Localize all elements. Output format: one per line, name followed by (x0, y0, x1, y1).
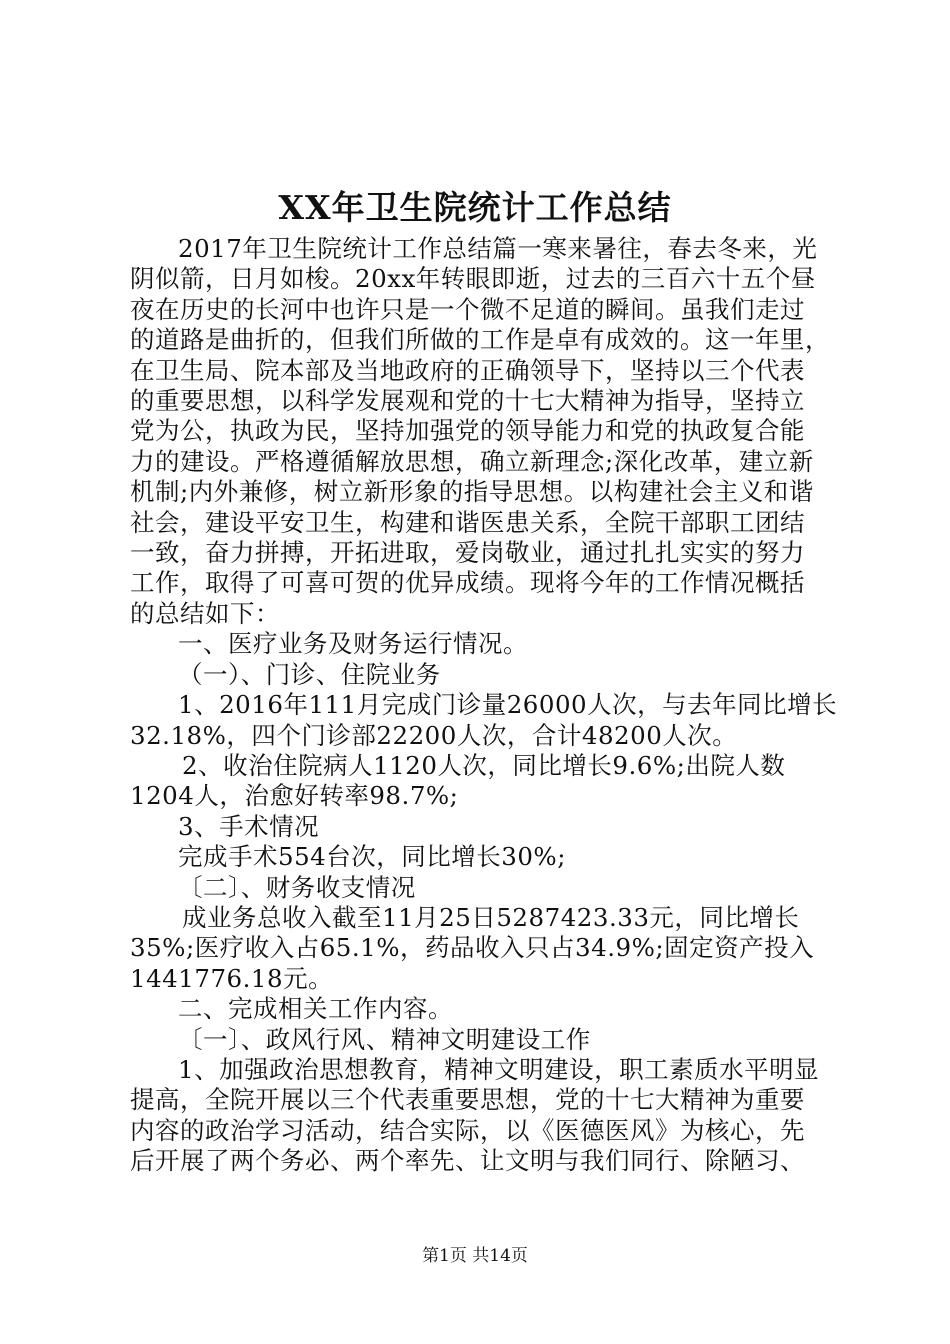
subsection-heading: （一）、门诊、住院业务 (178, 659, 441, 689)
body-line: 力的建设。严格遵循解放思想，确立新理念;深化改革，建立新 (130, 446, 814, 476)
document-title: XX年卫生院统计工作总结 (278, 188, 672, 227)
body-line: 机制;内外兼修，树立新形象的指导思想。以构建社会主义和谐 (130, 477, 814, 507)
body-line: 夜在历史的长河中也许只是一个微不足道的瞬间。虽我们走过 (130, 294, 805, 324)
body-line: 工作，取得了可喜可贺的优异成绩。现将今年的工作情况概括 (130, 568, 805, 598)
body-line: 32.18%，四个门诊部22200人次，合计48200人次。 (130, 720, 738, 750)
body-line: 内容的政治学习活动，结合实际，以《医德医风》为核心，先 (130, 1115, 805, 1145)
body-line: 1、加强政治思想教育，精神文明建设，职工素质水平明显 (178, 1054, 820, 1084)
body-line: 一致，奋力拼搏，开拓进取，爱岗敬业，通过扎扎实实的努力 (130, 538, 805, 568)
body-line: 1、2016年111月完成门诊量26000人次，与去年同比增长 (178, 690, 838, 720)
body-line: 党为公，执政为民，坚持加强党的领导能力和党的执政复合能 (130, 416, 805, 446)
body-line: 的道路是曲折的，但我们所做的工作是卓有成效的。这一年里， (130, 325, 830, 355)
body-line: 2、收治住院病人1120人次，同比增长9.6%;出院人数 (182, 750, 786, 780)
subsection-heading: 〔二〕、财务收支情况 (178, 872, 416, 902)
section-heading: 二、完成相关工作内容。 (178, 994, 453, 1024)
body-line: 提高，全院开展以三个代表重要思想，党的十七大精神为重要 (130, 1085, 805, 1115)
body-line: 1204人，治愈好转率98.7%; (130, 781, 459, 811)
body-line: 1441776.18元。 (130, 963, 334, 993)
section-heading: 一、医疗业务及财务运行情况。 (178, 629, 528, 659)
body-line: 后开展了两个务必、两个率先、让文明与我们同行、除陋习、 (130, 1146, 805, 1176)
subsection-heading: 〔一〕、政风行风、精神文明建设工作 (178, 1024, 591, 1054)
body-line: 成业务总收入截至11月25日5287423.33元，同比增长 (182, 902, 800, 932)
body-line: 阴似箭，日月如梭。20xx年转眼即逝，过去的三百六十五个昼 (130, 264, 816, 294)
body-line: 2017年卫生院统计工作总结篇一寒来暑往，春去冬来，光 (178, 234, 818, 263)
body-line: 的总结如下： (130, 598, 280, 628)
body-line: 35%;医疗收入占65.1%，药品收入只占34.9%;固定资产投入 (130, 933, 815, 963)
body-line: 的重要思想，以科学发展观和党的十七大精神为指导，坚持立 (130, 386, 805, 416)
body-line: 完成手术554台次，同比增长30%; (178, 842, 566, 872)
body-line: 3、手术情况 (178, 811, 320, 841)
body-line: 社会，建设平安卫生，构建和谐医患关系，全院干部职工团结 (130, 507, 805, 537)
page-footer: 第1页 共14页 (422, 1246, 528, 1266)
document-body (130, 234, 842, 1177)
body-line: 在卫生局、院本部及当地政府的正确领导下，坚持以三个代表 (130, 355, 805, 385)
